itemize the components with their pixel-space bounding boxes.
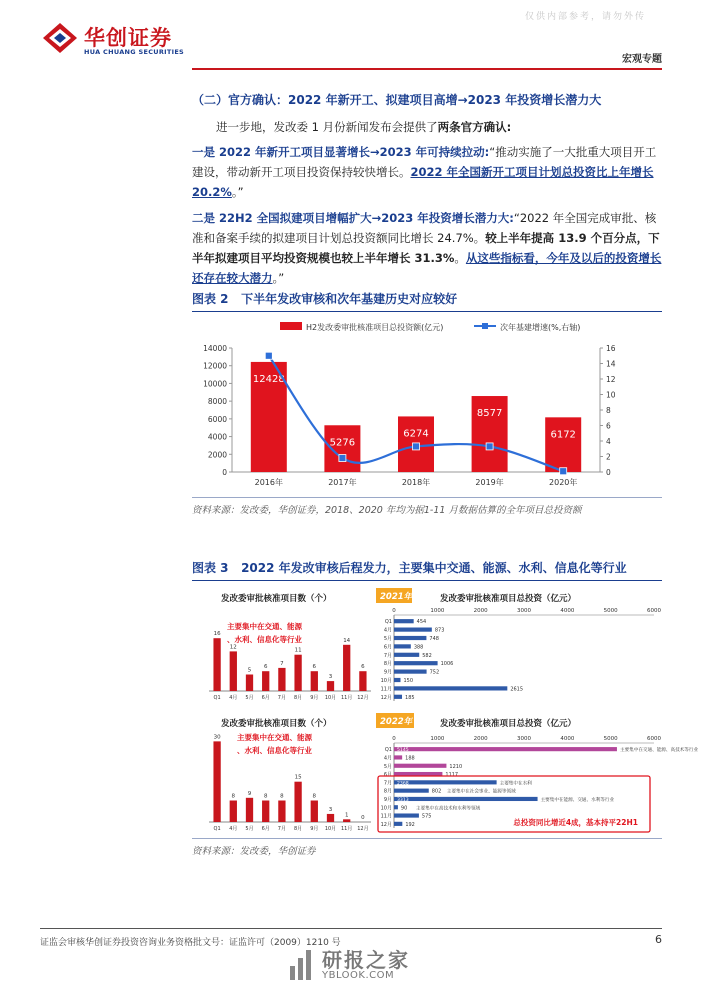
x-tick-label: 5000 [603, 608, 618, 614]
x-tick-label: 2016年 [254, 478, 283, 487]
bar [324, 425, 360, 472]
x-tick-label: 2000 [473, 608, 488, 614]
y-tick-label: 12月 [380, 694, 392, 701]
bar [394, 670, 427, 674]
bar [394, 678, 401, 682]
figure2-chart [192, 315, 662, 495]
bar-value-label: 5276 [329, 437, 356, 449]
y-tick-label: 14000 [203, 344, 227, 353]
p1-end: 。” [231, 185, 244, 199]
x-tick-label: Q1 [213, 695, 221, 701]
y-tick-label: 4月 [383, 755, 392, 762]
chart-title: 发改委审批核准项目数（个） [221, 594, 332, 604]
brand-url: YBLOOK.COM [322, 970, 395, 981]
x-tick-label: 4000 [560, 608, 575, 614]
line-point [413, 443, 420, 450]
bar-value-label: 15 [294, 774, 302, 781]
bar-value-label: 1117 [445, 772, 459, 779]
chart-annotation: 、水利、信息化等行业 [227, 635, 302, 644]
bar [343, 819, 350, 822]
x-tick-label: 1000 [430, 736, 445, 742]
y-tick-label: 7月 [383, 652, 392, 659]
bar-value-label: 575 [421, 813, 432, 820]
legend-label-bar: H2发改委审批核准项目总投资额(亿元) [306, 323, 444, 332]
y2-tick-label: 2 [606, 452, 611, 462]
y-tick-label: 9月 [383, 669, 392, 676]
p2-highlight: 从这些指标看，今年及以后的投资增长还存在较大潜力 [192, 251, 662, 285]
bar-value-label: 150 [403, 678, 414, 684]
bar-value-label: 9 [247, 790, 252, 797]
bar [230, 801, 237, 823]
x-tick-label: 12月 [357, 695, 369, 701]
x-tick-label: 0 [392, 608, 396, 614]
x-tick-label: 9月 [310, 826, 319, 832]
y2-tick-label: 16 [606, 344, 616, 353]
bar-value-label: 8577 [476, 408, 503, 420]
y-tick-label: 4000 [207, 432, 227, 442]
bar-value-label: 582 [422, 652, 432, 659]
bar [262, 801, 269, 823]
line-point [486, 443, 493, 450]
bar [394, 822, 402, 826]
bar-value-label: 3 [328, 674, 333, 681]
bar [311, 671, 318, 691]
bar-value-label: 6 [312, 664, 317, 671]
y-tick-label: 10000 [203, 379, 227, 389]
page-number: 6 [655, 933, 662, 946]
x-tick-label: 2019年 [475, 478, 504, 487]
bar [278, 668, 285, 691]
line-point [339, 455, 346, 462]
bar [394, 747, 617, 754]
x-tick-label: 10月 [324, 826, 337, 832]
x-tick-label: 7月 [277, 826, 286, 832]
chart-annotation: 主要集中在交通、能源 [237, 733, 312, 742]
bar [545, 417, 581, 472]
chart-2021-invest [376, 585, 662, 707]
bar-note: 主要集中在交通、能源、高技术等行业 [619, 748, 699, 754]
x-tick-label: 6月 [261, 826, 270, 832]
bar [394, 661, 438, 665]
figure2-rule [192, 311, 662, 312]
callout-text: 总投资同比增近4成，基本持平22H1 [513, 818, 638, 827]
bar-value-label: 7 [280, 660, 284, 667]
bar-value-label: 1006 [440, 661, 454, 668]
x-tick-label: 11月 [341, 826, 353, 832]
bar [394, 805, 398, 809]
bar-value-label: 192 [405, 821, 415, 828]
bar-value-label: 8 [280, 793, 284, 800]
y-tick-label: 11月 [380, 686, 392, 693]
y2-tick-label: 12 [606, 375, 616, 384]
bar [394, 628, 432, 632]
bar-value-label: 0 [361, 815, 365, 821]
line-point [265, 352, 272, 359]
bar-value-label: 6172 [550, 429, 576, 441]
x-tick-label: 2018年 [401, 478, 431, 487]
chart-title: 发改委审批核准项目数（个） [221, 719, 332, 729]
bar-value-label: 12428 [252, 373, 285, 385]
y-tick-label: 12000 [203, 361, 227, 371]
x-tick-label: 8月 [294, 826, 303, 832]
x-tick-label: 3000 [517, 608, 531, 614]
bar [343, 645, 350, 691]
bar [394, 780, 497, 787]
bar-note: 主要集中在水利 [499, 781, 532, 787]
bar [394, 686, 507, 690]
figure2-source: 资料来源：发改委，华创证券，2018、2020 年均为据1-11 月数据估算的全年项目总投资额 [192, 505, 582, 516]
x-tick-label: 12月 [357, 826, 369, 832]
bar-value-label: 90 [400, 805, 408, 812]
chart-annotation: 主要集中在交通、能源 [227, 622, 302, 631]
watermark-text: 仅供内部参考，请勿外传 [524, 12, 646, 22]
bar [213, 638, 220, 691]
x-tick-label: 8月 [294, 695, 303, 701]
bar-value-label: 30 [213, 734, 221, 741]
bar [213, 741, 220, 822]
logo-icon [42, 22, 78, 54]
bar-value-label: 6 [361, 664, 365, 671]
bar-value-label: 188 [405, 755, 415, 762]
intro-text: 进一步地，发改委 1 月份新闻发布会提供了 [216, 120, 438, 134]
p1-lead: 一是 2022 年新开工项目显著增长→2023 年可持续拉动: [192, 145, 490, 159]
y-tick-label: 12月 [380, 821, 392, 828]
bar [394, 653, 419, 657]
p1-quote: “推动实施了一大批重大项目开工建设，带动新开工项目投资保持较快增长。 [192, 145, 657, 179]
bar-note: 主要集中在高技术和水利等领域 [415, 806, 481, 812]
figure3-title: 图表 3 2022 年发改审核后程发力，主要集中交通、能源、水利、信息化等行业 [192, 561, 627, 575]
x-tick-label: 7月 [277, 695, 286, 701]
bar [327, 814, 334, 822]
bar-value-label: 8 [231, 793, 236, 800]
y-tick-label: 11月 [380, 813, 392, 820]
line-point [560, 468, 567, 475]
x-tick-label: 4月 [229, 826, 238, 832]
y-tick-label: Q1 [384, 747, 392, 754]
paragraph-two [192, 208, 662, 288]
y-tick-label: 9月 [383, 796, 392, 803]
figure3-source: 资料来源：发改委，华创证券 [192, 846, 316, 857]
legend-label-line: 次年基建增速(%,右轴) [500, 323, 581, 332]
chart-2022-count [197, 710, 375, 835]
bar-value-label: 6 [263, 664, 268, 671]
bar-note: 主要集中在能源、交通、水利等行业 [540, 797, 615, 803]
p2-lead: 二是 22H2 全国拟建项目增幅扩大→2023 年投资增长潜力大: [192, 211, 514, 225]
intro-paragraph [192, 117, 662, 137]
y-tick-label: 10月 [380, 678, 392, 684]
footer-license: 证监会审核华创证券投资咨询业务资格批文号：证监许可（2009）1210 号 [40, 938, 341, 948]
y-tick-label: 8000 [207, 397, 227, 407]
y-tick-label: 8月 [383, 788, 392, 795]
y2-tick-label: 0 [606, 468, 611, 477]
bar-note: 主要集中在社会事业、能源等领域 [446, 789, 516, 795]
bar-value-label: 6274 [403, 428, 429, 440]
legend-marker-line [482, 323, 488, 329]
company-logo-text: 华创证券 [84, 26, 172, 50]
bar [246, 798, 253, 822]
bar-value-label: 185 [405, 694, 415, 701]
y-tick-label: 2000 [207, 450, 227, 460]
bar-value-label: 1210 [449, 763, 463, 770]
y2-tick-label: 14 [606, 359, 616, 369]
x-tick-label: Q1 [213, 826, 221, 832]
x-tick-label: 2020年 [549, 478, 578, 487]
figure3-rule [192, 580, 662, 581]
brand-logo-icon [288, 946, 318, 982]
company-logo-en: HUA CHUANG SECURITIES [84, 48, 185, 56]
bar-value-label: 3313 [397, 797, 409, 803]
footer-rule [40, 928, 662, 929]
intro-bold: 两条官方确认: [437, 120, 512, 134]
bar-value-label: 2368 [397, 781, 409, 787]
p2-end: 。” [272, 271, 285, 285]
p2-bold: 较上半年提高 13.9 个百分点，下半年拟建项目平均投资规模也较上半年增长 31.3% [192, 231, 660, 265]
report-type: 宏观专题 [622, 54, 662, 65]
bar-value-label: 388 [413, 644, 424, 651]
bar-value-label: 802 [431, 788, 442, 795]
y2-tick-label: 4 [606, 437, 611, 446]
x-tick-label: 4月 [229, 695, 238, 701]
y-tick-label: 6月 [383, 644, 392, 651]
bar [394, 695, 402, 699]
x-tick-label: 3000 [517, 736, 531, 742]
bar [394, 764, 446, 768]
y-tick-label: 6000 [207, 414, 227, 424]
bar [394, 619, 414, 623]
y2-tick-label: 8 [606, 406, 611, 415]
paragraph-one [192, 142, 662, 202]
section-title: （二）官方确认：2022 年新开工、拟建项目高增→2023 年投资增长潜力大 [192, 93, 602, 107]
bar-value-label: 752 [429, 669, 440, 676]
bar-value-label: 8 [312, 793, 317, 800]
bar-value-label: 8 [263, 793, 268, 800]
x-tick-label: 6月 [261, 695, 270, 701]
y-tick-label: Q1 [384, 619, 392, 626]
figure3-bottom-rule [192, 838, 662, 839]
chart-title: 发改委审批核准项目总投资（亿元） [440, 594, 577, 604]
bar-value-label: 12 [229, 644, 237, 651]
x-tick-label: 6000 [647, 736, 661, 742]
bar [246, 675, 253, 692]
header-rule [192, 68, 662, 70]
bar [294, 782, 301, 822]
chart-annotation: 、水利、信息化等行业 [237, 746, 312, 755]
bar [311, 801, 318, 823]
figure2-title: 图表 2 下半年发改审核和次年基建历史对应较好 [192, 292, 458, 306]
bar-value-label: 3 [328, 806, 333, 813]
x-tick-label: 4000 [560, 736, 575, 742]
year-badge-label: 2022年 [380, 717, 413, 727]
bar [230, 651, 237, 691]
bar-value-label: 16 [213, 631, 221, 638]
x-tick-label: 0 [392, 736, 396, 742]
bar-value-label: 748 [429, 636, 439, 642]
bar-value-label: 1 [344, 812, 349, 819]
bar [327, 681, 334, 691]
bar [294, 655, 301, 691]
x-tick-label: 11月 [341, 695, 353, 701]
x-tick-label: 6000 [647, 608, 661, 614]
bar-value-label: 873 [434, 627, 445, 634]
y-tick-label: 8月 [383, 661, 392, 668]
bar-value-label: 454 [416, 619, 427, 626]
x-tick-label: 5月 [245, 695, 254, 701]
x-tick-label: 2000 [473, 736, 488, 742]
x-tick-label: 5月 [245, 826, 254, 832]
bar [394, 797, 538, 801]
legend-swatch-bar [280, 322, 302, 330]
y2-tick-label: 10 [606, 390, 616, 400]
p1-highlight: 2022 年全国新开工项目计划总投资比上年增长 20.2% [192, 165, 654, 199]
bar [394, 755, 402, 759]
bar-value-label: 2615 [510, 686, 524, 693]
bar-value-label: 14 [343, 637, 351, 644]
y-tick-label: 5月 [383, 636, 392, 642]
chart-2022-invest [376, 710, 699, 835]
y-tick-label: 0 [222, 468, 227, 477]
bar [394, 813, 419, 817]
p2-sep: 。 [454, 251, 466, 265]
y-tick-label: 7月 [383, 780, 392, 787]
year-badge-label: 2021年 [380, 592, 413, 602]
chart-title: 发改委审批核准项目总投资（亿元） [440, 719, 577, 729]
figure2-bottom-rule [192, 497, 662, 498]
chart-2021-count [197, 585, 375, 707]
x-tick-label: 1000 [430, 608, 445, 614]
y-tick-label: 4月 [383, 627, 392, 634]
bar [394, 789, 429, 793]
bar-value-label: 11 [294, 647, 302, 654]
y-tick-label: 6月 [383, 772, 392, 779]
bar [262, 671, 269, 691]
y2-tick-label: 6 [606, 421, 611, 431]
bar-value-label: 5145 [397, 748, 409, 754]
x-tick-label: 2017年 [328, 478, 357, 487]
x-tick-label: 5000 [603, 736, 618, 742]
bar [394, 636, 426, 640]
brand-watermark: 研报之家 [322, 948, 410, 972]
bar [359, 671, 366, 691]
y-tick-label: 10月 [380, 805, 392, 812]
bar [394, 644, 411, 648]
bar-value-label: 5 [247, 667, 252, 674]
p2-quote: “2022 年全国完成审批、核准和备案手续的拟建项目计划总投资额同比增长 24.7%。 [192, 211, 657, 245]
bar [278, 801, 285, 823]
x-tick-label: 9月 [310, 695, 319, 701]
x-tick-label: 10月 [324, 695, 337, 701]
y-tick-label: 5月 [383, 763, 392, 770]
